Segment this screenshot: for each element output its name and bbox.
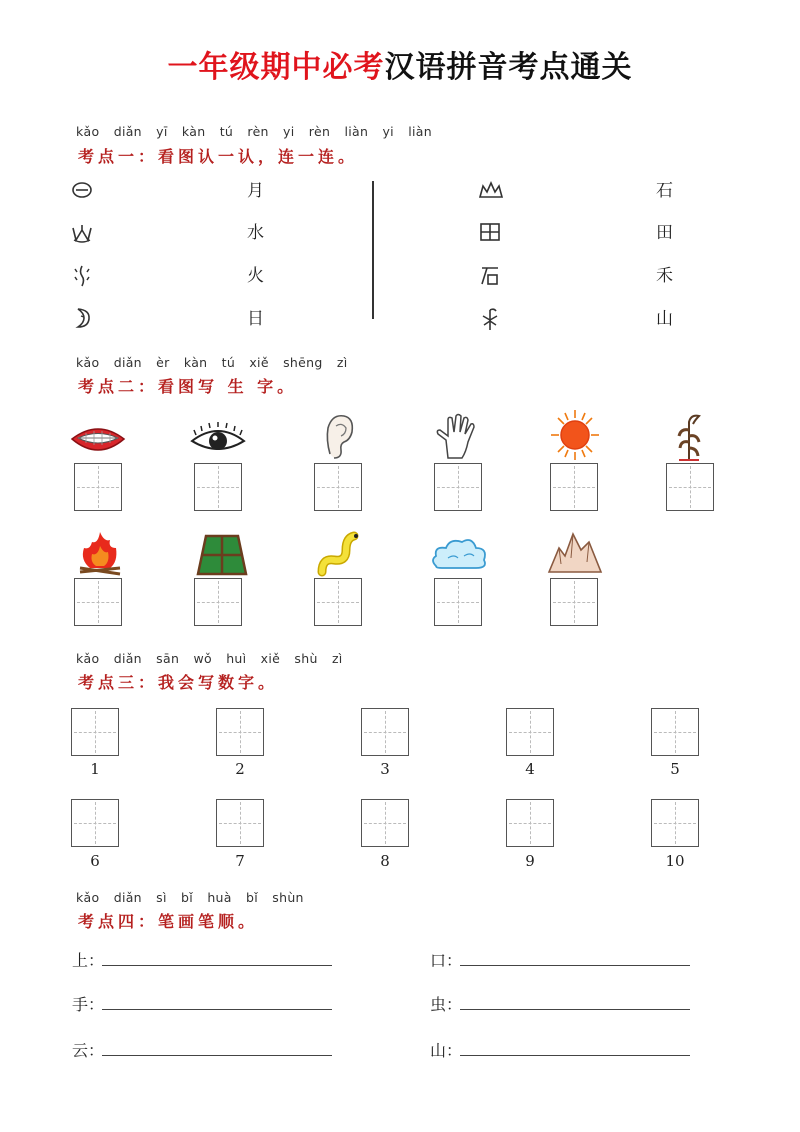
modern-char[interactable]: 石 [656, 181, 673, 201]
number-label: 1 [90, 760, 100, 778]
number-label: 5 [670, 760, 680, 778]
worm-icon [312, 528, 372, 576]
ear-icon [308, 410, 368, 458]
number-box[interactable] [651, 708, 699, 756]
page-title [0, 42, 800, 86]
writing-box[interactable] [666, 463, 714, 511]
number-label: 3 [380, 760, 390, 778]
number-box[interactable] [506, 799, 554, 847]
ancient-char-water[interactable] [70, 264, 94, 293]
mouth-icon [68, 415, 128, 463]
stroke-order-char: 口： [430, 951, 463, 970]
grain-icon [665, 410, 725, 458]
number-box[interactable] [506, 708, 554, 756]
section3-heading: 考点三：我会写数字。 [78, 673, 279, 692]
ancient-char-sun[interactable] [70, 180, 94, 205]
fire-icon [70, 528, 130, 576]
ancient-char-moon[interactable] [70, 306, 94, 335]
section4-pinyin: kǎo diǎn sì bǐ huà bǐ shùn [76, 890, 304, 905]
cloud-icon [428, 530, 488, 578]
section1-pinyin: kǎo diǎn yī kàn tú rèn yi rèn liàn yi liàn [76, 124, 432, 139]
mountain-icon [545, 528, 605, 576]
number-box[interactable] [216, 799, 264, 847]
modern-char[interactable]: 田 [656, 223, 673, 243]
writing-box[interactable] [434, 578, 482, 626]
number-box[interactable] [216, 708, 264, 756]
stroke-order-answer-line[interactable] [102, 1055, 332, 1056]
modern-char[interactable]: 山 [656, 309, 673, 329]
section4-heading: 考点四：笔画笔顺。 [78, 912, 259, 931]
writing-box[interactable] [74, 578, 122, 626]
writing-box[interactable] [434, 463, 482, 511]
writing-box[interactable] [314, 578, 362, 626]
stroke-order-answer-line[interactable] [460, 1009, 690, 1010]
stroke-order-char: 云： [72, 1041, 105, 1060]
writing-box[interactable] [550, 578, 598, 626]
divider-line [372, 181, 374, 319]
modern-char[interactable]: 禾 [656, 266, 673, 286]
number-label: 10 [665, 852, 685, 870]
ancient-char-mountain[interactable] [478, 180, 504, 205]
stroke-order-char: 虫： [430, 995, 463, 1014]
stroke-order-char: 山： [430, 1041, 463, 1060]
writing-box[interactable] [74, 463, 122, 511]
writing-box[interactable] [550, 463, 598, 511]
stroke-order-char: 手： [72, 995, 105, 1014]
section1-heading: 考点一：看图认一认，连一连。 [78, 147, 359, 166]
ancient-char-field[interactable] [478, 221, 502, 248]
number-box[interactable] [361, 799, 409, 847]
stroke-order-answer-line[interactable] [460, 1055, 690, 1056]
ancient-char-fire[interactable] [70, 222, 94, 249]
ancient-char-stone[interactable] [478, 264, 502, 293]
stroke-order-answer-line[interactable] [102, 1009, 332, 1010]
number-box[interactable] [361, 708, 409, 756]
eye-icon [188, 415, 248, 463]
field-icon [192, 530, 252, 578]
number-box[interactable] [71, 708, 119, 756]
title-red-part: 一年级期中必考 [167, 50, 385, 85]
stroke-order-char: 上： [72, 951, 105, 970]
section2-heading: 考点二：看图写 生 字。 [78, 377, 298, 396]
hand-icon [428, 412, 488, 460]
writing-box[interactable] [194, 578, 242, 626]
number-label: 7 [235, 852, 245, 870]
number-box[interactable] [71, 799, 119, 847]
modern-char[interactable]: 火 [247, 266, 264, 286]
section3-pinyin: kǎo diǎn sān wǒ huì xiě shù zì [76, 651, 343, 666]
number-box[interactable] [651, 799, 699, 847]
sun-icon [545, 408, 605, 456]
modern-char[interactable]: 水 [247, 223, 264, 243]
modern-char[interactable]: 日 [247, 309, 264, 329]
section2-pinyin: kǎo diǎn èr kàn tú xiě shēng zì [76, 355, 348, 370]
number-label: 6 [90, 852, 100, 870]
modern-char[interactable]: 月 [247, 181, 264, 201]
writing-box[interactable] [314, 463, 362, 511]
writing-box[interactable] [194, 463, 242, 511]
number-label: 8 [380, 852, 390, 870]
number-label: 4 [525, 760, 535, 778]
stroke-order-answer-line[interactable] [460, 965, 690, 966]
stroke-order-answer-line[interactable] [102, 965, 332, 966]
number-label: 2 [235, 760, 245, 778]
ancient-char-grain[interactable] [478, 306, 502, 337]
title-black-part: 汉语拼音考点通关 [384, 50, 633, 85]
number-label: 9 [525, 852, 535, 870]
